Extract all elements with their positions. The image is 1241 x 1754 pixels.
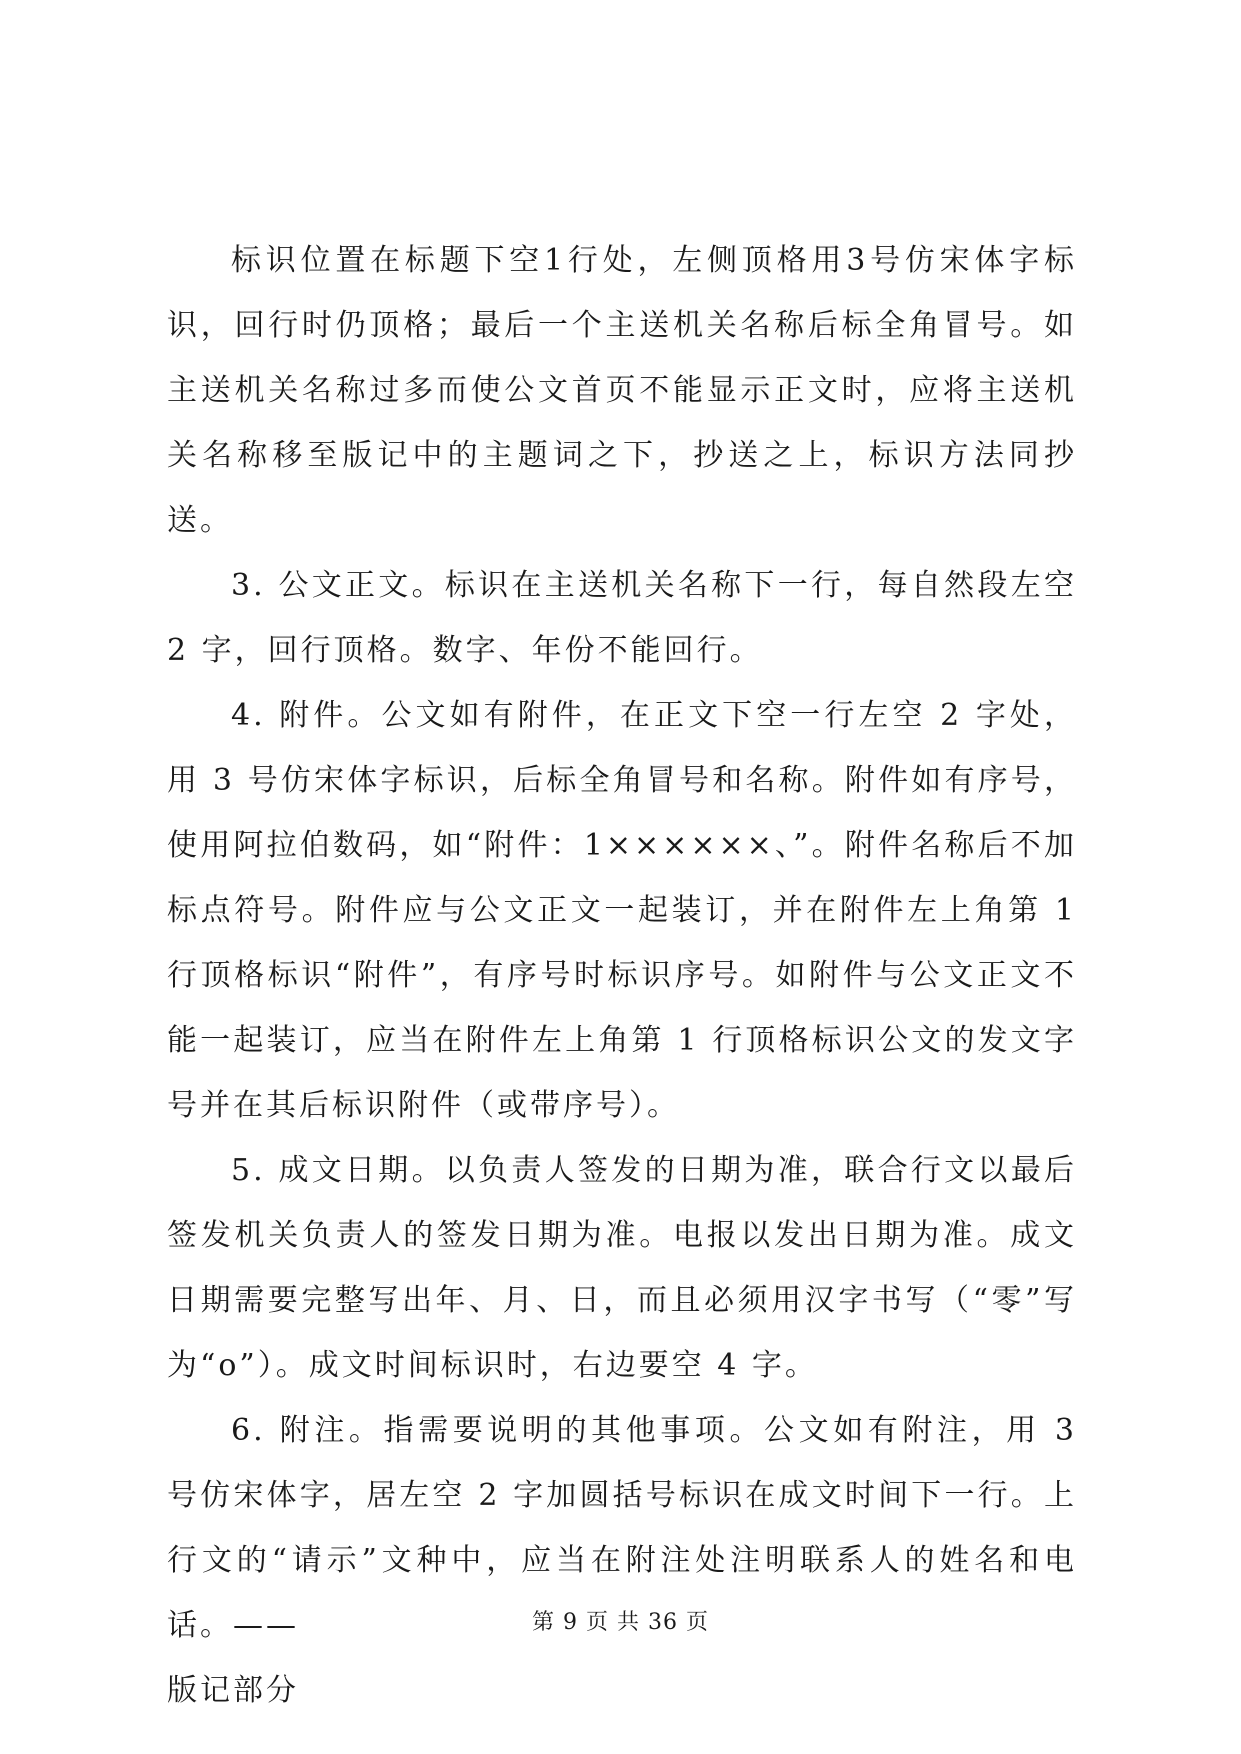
paragraph-record-section: 版记部分 (167, 1673, 299, 1708)
page-number-footer: 第 9 页 共 36 页 (532, 1610, 709, 1635)
paragraph-recipient-format: 标识位置在标题下空1行处，左侧顶格用3号仿宋体字标识，回行时仍顶格；最后一个主送机关名称后标全角冒号。如主送机关名称过多而使公文首页不能显示正文时，应将主送机关名称移至版记中的主题词之下，抄送之上，标识方法同抄送。 (167, 243, 1077, 538)
paragraph-main-text: 3. 公文正文。标识在主送机关名称下一行，每自然段左空 2 字，回行顶格。数字、年份不能回行。 (167, 568, 1077, 668)
paragraph-date: 5. 成文日期。以负责人签发的日期为准，联合行文以最后签发机关负责人的签发日期为准。电报以发出日期为准。成文日期需要完整写出年、月、日，而且必须用汉字书写（“零”写为“o”）。成文时间标识时，右边要空 4 字。 (167, 1153, 1077, 1383)
paragraph-note: 6. 附注。指需要说明的其他事项。公文如有附注，用 3 号仿宋体字，居左空 2 字加圆括号标识在成文时间下一行。上行文的“请示”文种中，应当在附注处注明联系人的姓名和电话。—— (167, 1413, 1077, 1643)
paragraph-attachment: 4. 附件。公文如有附件，在正文下空一行左空 2 字处，用 3 号仿宋体字标识，后标全角冒号和名称。附件如有序号，使用阿拉伯数码，如“附件：1××××××、”。附件名称后不加标点符号。附件应与公文正文一起装订，并在附件左上角第 1 行顶格标识“附件”，有序号时标识序号。如附件与公文正文不能一起装订，应当在附件左上角第 1 行顶格标识公文的发文字号并在其后标识附件（或带序号）。 (167, 698, 1077, 1123)
document-body (167, 228, 1077, 1723)
